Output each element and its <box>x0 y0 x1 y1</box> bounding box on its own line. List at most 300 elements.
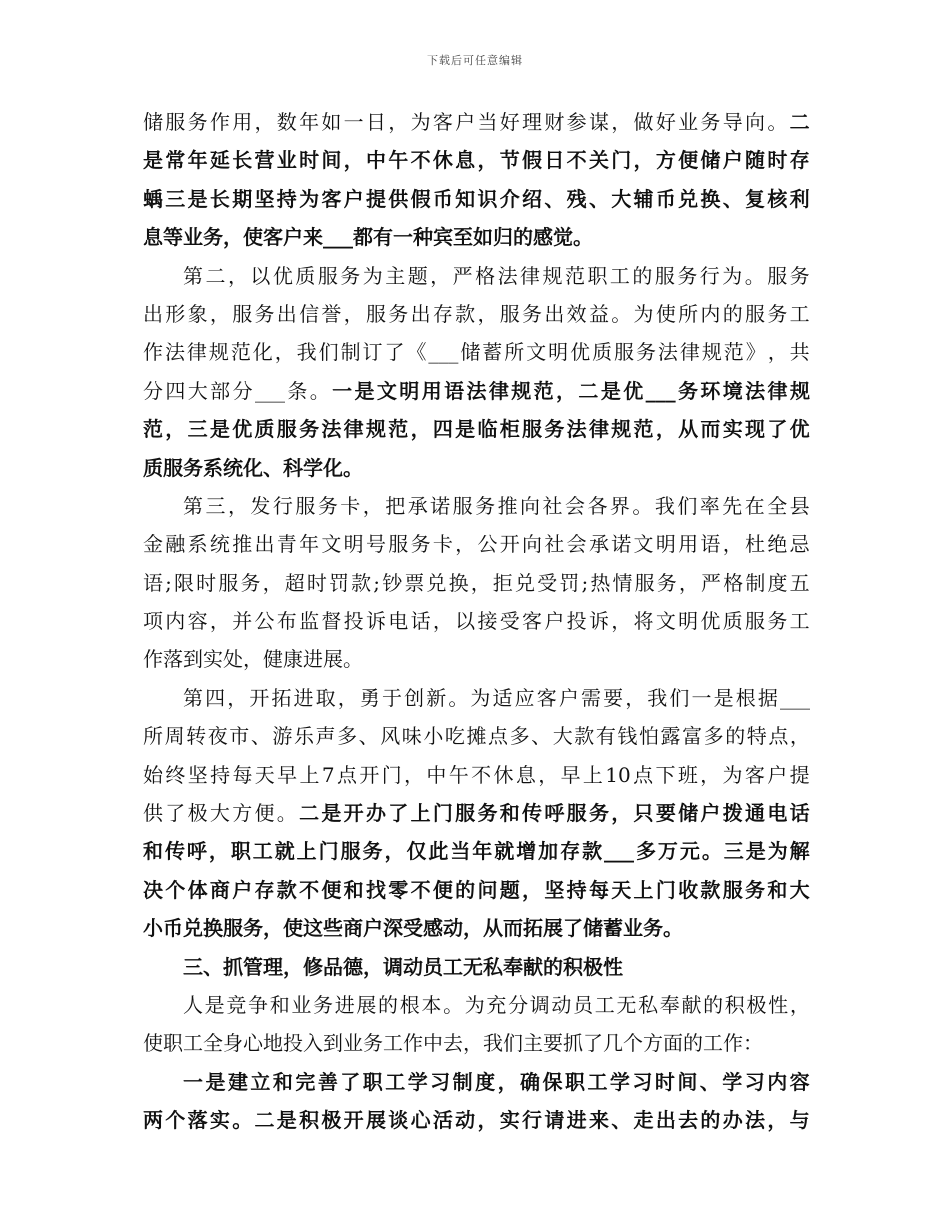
text-char: 坚 <box>187 762 208 787</box>
text-char: 我 <box>296 340 317 365</box>
text-char: 换 <box>448 570 469 595</box>
text-char: 临 <box>477 417 498 442</box>
text-char: 学 <box>407 1069 428 1094</box>
text-char: 制 <box>745 570 766 595</box>
text-char: 容 <box>789 1069 810 1094</box>
text-char: 出 <box>655 1108 676 1133</box>
text-char: 卡 <box>340 493 361 518</box>
text-char: 残 <box>566 186 587 211</box>
text-char: 五 <box>789 570 810 595</box>
text-char: 常 <box>165 148 186 173</box>
text-char: 无 <box>616 992 637 1017</box>
text-char: 和 <box>343 877 364 902</box>
text-char: 用 <box>421 378 442 403</box>
text-char: 们 <box>318 340 339 365</box>
text-char: 天 <box>611 877 632 902</box>
text-char: 《 <box>406 340 427 365</box>
text-char: 题 <box>499 877 520 902</box>
text-char: 去 <box>678 1108 699 1133</box>
text-char: 务 <box>477 801 498 826</box>
text-char: 大 <box>789 877 810 902</box>
text-char: 展 <box>365 1108 386 1133</box>
text-char: 实 <box>499 1108 520 1133</box>
text-char: 明 <box>343 532 364 557</box>
text-char: 点 <box>336 762 357 787</box>
text-line <box>143 989 810 1027</box>
text-line <box>143 835 810 873</box>
text-line <box>143 874 810 912</box>
text-char: 门 <box>432 801 453 826</box>
text-char: 储 <box>678 801 699 826</box>
text-char: 律 <box>588 417 609 442</box>
text-char: 服 <box>365 301 386 326</box>
text-char: 效 <box>566 301 587 326</box>
text-char: 开 <box>359 762 380 787</box>
text-line <box>143 797 810 835</box>
text-char: 话 <box>789 801 810 826</box>
text-char: 出 <box>254 532 275 557</box>
text-char: 中 <box>365 148 386 173</box>
text-char: ， <box>430 263 451 288</box>
text-char: 勇 <box>359 685 380 710</box>
text-segment: 使职工全身心地投入到业务工作中去，我们主要抓了几个方面的工作： <box>143 1031 763 1056</box>
text-char: 职 <box>587 263 608 288</box>
text-char: 兑 <box>515 570 536 595</box>
text-char: 午 <box>448 762 469 787</box>
text-char: ， <box>410 417 431 442</box>
text-char: 为 <box>470 685 491 710</box>
text-char: 务 <box>767 609 788 634</box>
text-char: 是 <box>354 378 375 403</box>
text-char: 理 <box>522 110 543 134</box>
text-char: 职 <box>362 1069 383 1094</box>
text-char: 工 <box>252 839 273 864</box>
text-char: 持 <box>566 877 587 902</box>
text-char: ， <box>384 839 405 864</box>
text-char: 务 <box>410 532 431 557</box>
text-line <box>143 567 810 605</box>
text-char: ， <box>625 685 646 710</box>
text-char: 范 <box>723 340 744 365</box>
text-char: ， <box>767 1108 788 1133</box>
text-char: 营 <box>254 148 275 173</box>
text-char: 工 <box>385 1069 406 1094</box>
text-char: 息 <box>515 762 536 787</box>
text-char: 便 <box>432 877 453 902</box>
text-char: ， <box>633 148 654 173</box>
text-char: 持 <box>210 762 231 787</box>
text-char: 假 <box>522 148 543 173</box>
text-char: 务 <box>240 570 261 595</box>
text-char: 通 <box>745 801 766 826</box>
text-char: 解 <box>789 839 810 864</box>
text-char: 就 <box>494 839 515 864</box>
text-char: 便 <box>321 877 342 902</box>
text-char: 是 <box>143 148 163 173</box>
text-char: ， <box>477 1108 498 1133</box>
text-char: ， <box>789 724 810 749</box>
text-char: 社 <box>542 493 563 518</box>
text-char: 诺 <box>430 493 451 518</box>
text-char: 办 <box>365 801 386 826</box>
text-char: 味 <box>401 724 422 749</box>
text-char: 律 <box>343 417 364 442</box>
text-char: 以 <box>455 609 476 634</box>
text-char: 终 <box>165 762 186 787</box>
text-char: 务 <box>656 570 677 595</box>
text-char: 务 <box>187 110 208 134</box>
text-char: 要 <box>655 801 676 826</box>
text-char: 走 <box>633 1108 654 1133</box>
text-char: 开 <box>499 532 520 557</box>
text-char: 推 <box>497 493 518 518</box>
text-char: 是 <box>600 378 621 403</box>
text-char: ___ <box>645 378 676 403</box>
text-char: 服 <box>654 263 675 288</box>
text-char: 规 <box>365 417 386 442</box>
text-char: 大 <box>209 801 230 826</box>
text-char: 并 <box>232 609 253 634</box>
text-char: 为 <box>464 992 485 1017</box>
text-char: 的 <box>378 992 399 1017</box>
text-char: 督 <box>321 609 342 634</box>
text-char: 作 <box>209 110 230 134</box>
text-char: 工 <box>789 301 810 326</box>
text-char: 服 <box>340 839 361 864</box>
text-line <box>143 643 810 681</box>
text-char: 忌 <box>789 532 810 557</box>
text-char: 二 <box>789 110 810 134</box>
text-char: 进 <box>566 1108 587 1133</box>
text-char: 质 <box>592 340 613 365</box>
text-char: 出 <box>410 301 431 326</box>
text-char: 内 <box>700 301 721 326</box>
text-char: ___ <box>604 839 635 864</box>
text-char: 找 <box>365 877 386 902</box>
text-char: 、 <box>588 186 609 211</box>
text-char: ， <box>343 148 364 173</box>
text-char: 人 <box>183 992 203 1017</box>
text-line <box>143 260 810 298</box>
text-line <box>143 375 810 413</box>
text-char: 存 <box>254 877 275 902</box>
text-char: 拓 <box>271 685 292 710</box>
text-char: 质 <box>295 263 316 288</box>
text-char: 务 <box>388 301 409 326</box>
text-char: 的 <box>703 992 724 1017</box>
text-char: 加 <box>538 839 559 864</box>
text-char: 金 <box>143 532 163 557</box>
text-char: 当 <box>450 839 471 864</box>
text-char: 款 <box>582 839 603 864</box>
text-char: 关 <box>588 148 609 173</box>
text-char: 复 <box>745 186 766 211</box>
text-char: 文 <box>526 340 547 365</box>
text-char: 实 <box>722 417 743 442</box>
text-char: 投 <box>343 609 364 634</box>
text-char: 多 <box>703 724 724 749</box>
text-char: ， <box>227 685 248 710</box>
text-char: 个 <box>165 1108 186 1133</box>
text-char: 长 <box>209 186 230 211</box>
text-char: 用 <box>678 532 699 557</box>
text-char: 向 <box>522 532 543 557</box>
text-segment: 小币兑换服务，使这些商户深受感动，从而拓展了储蓄业务。 <box>143 916 683 941</box>
text-line <box>143 183 810 221</box>
text-char: 三 <box>187 417 208 442</box>
text-char: 内 <box>767 1069 788 1094</box>
text-char: 规 <box>611 417 632 442</box>
text-char: 方 <box>232 801 253 826</box>
text-char: ___ <box>254 378 285 403</box>
text-char: 点 <box>633 762 654 787</box>
text-char: 、 <box>544 186 565 211</box>
text-char: 建 <box>227 1069 248 1094</box>
text-char: 布 <box>276 609 297 634</box>
text-char: 心 <box>410 1108 431 1133</box>
text-char: 诉 <box>588 609 609 634</box>
text-char: 服 <box>614 340 635 365</box>
text-segment: 质服务系统化、科学化。 <box>143 455 363 480</box>
text-char: 时 <box>299 148 320 173</box>
text-char: 一 <box>332 378 353 403</box>
text-char: 传 <box>164 839 185 864</box>
text-char: 分 <box>143 378 163 403</box>
text-char: ， <box>522 877 543 902</box>
text-char: 完 <box>295 1069 316 1094</box>
text-char: 务 <box>340 263 361 288</box>
text-char: 休 <box>432 148 453 173</box>
text-char: 款 <box>700 877 721 902</box>
text-char: 明 <box>548 340 569 365</box>
text-char: 日 <box>365 110 386 134</box>
text-char: ， <box>767 340 788 365</box>
text-char: 兑 <box>426 570 447 595</box>
text-char: 与 <box>789 1108 810 1133</box>
text-char: 柜 <box>499 417 520 442</box>
text-char: 律 <box>520 263 541 288</box>
text-char: 了 <box>384 340 405 365</box>
text-char: 、 <box>250 724 271 749</box>
text-char: 吃 <box>444 724 465 749</box>
text-char: 第 <box>183 685 203 710</box>
text-char: ， <box>678 570 699 595</box>
text-char: 供 <box>143 801 163 826</box>
text-char: 话 <box>410 609 431 634</box>
text-char: 罚 <box>329 570 350 595</box>
text-char: 们 <box>677 493 698 518</box>
text-char: 范 <box>564 263 585 288</box>
text-char: 款 <box>351 570 372 595</box>
text-char: 户 <box>343 186 364 211</box>
text-char: 款 <box>276 877 297 902</box>
text-segment: 三、抓管理，修品德，调动员工无私奉献的积极性 <box>183 954 623 979</box>
text-char: 好 <box>655 110 676 134</box>
text-char: 辅 <box>633 186 654 211</box>
text-char: 收 <box>678 877 699 902</box>
text-char: 一 <box>691 685 712 710</box>
text-char: 开 <box>343 1108 364 1133</box>
text-char: 坚 <box>254 186 275 211</box>
text-char: 严 <box>701 570 722 595</box>
text-char: ， <box>455 532 476 557</box>
text-char: 露 <box>660 724 681 749</box>
text-char: 形 <box>165 301 186 326</box>
text-line <box>143 298 810 336</box>
text-char: 、 <box>358 724 379 749</box>
text-char: 长 <box>232 148 253 173</box>
text-char: 优 <box>700 609 721 634</box>
text-char: ___ <box>428 340 459 365</box>
text-char: 奉 <box>659 992 680 1017</box>
text-char: 优 <box>232 417 253 442</box>
text-char: 会 <box>564 493 585 518</box>
text-char: 服 <box>767 263 788 288</box>
text-char: 新 <box>426 685 447 710</box>
text-char: 率 <box>699 493 720 518</box>
text-char: ， <box>477 301 498 326</box>
text-char: 工 <box>594 992 615 1017</box>
text-char: 怕 <box>638 724 659 749</box>
text-char: 年 <box>299 110 320 134</box>
text-char: 第 <box>183 493 203 518</box>
text-line <box>143 951 810 989</box>
text-char: 度 <box>767 570 788 595</box>
text-char: 来 <box>588 1108 609 1133</box>
text-char: 有 <box>595 724 616 749</box>
text-char: 法 <box>657 340 678 365</box>
text-char: 而 <box>700 417 721 442</box>
text-char: 以 <box>250 263 271 288</box>
text-char: 极 <box>746 992 767 1017</box>
text-line <box>143 528 810 566</box>
text-char: ， <box>254 110 275 134</box>
text-char: 币 <box>432 186 453 211</box>
text-char: 服 <box>722 877 743 902</box>
text-char: 文 <box>633 532 654 557</box>
text-char: ， <box>470 570 491 595</box>
text-char: 钞 <box>382 570 403 595</box>
text-char: 情 <box>612 570 633 595</box>
text-char: 周 <box>164 724 185 749</box>
text-char: 传 <box>522 801 543 826</box>
text-char: 善 <box>317 1069 338 1094</box>
text-char: 落 <box>187 1108 208 1133</box>
text-char: 是 <box>276 1108 297 1133</box>
text-char: 受 <box>537 570 558 595</box>
text-char: 服 <box>276 417 297 442</box>
text-char: 客 <box>522 609 543 634</box>
text-char: 和 <box>143 839 163 864</box>
text-char: 接 <box>477 609 498 634</box>
text-char: 优 <box>570 340 591 365</box>
text-char: 体 <box>187 877 208 902</box>
text-char: 动 <box>455 1108 476 1133</box>
text-char: 从 <box>678 417 699 442</box>
text-line <box>143 221 810 259</box>
text-char: ， <box>611 609 632 634</box>
text-char: 制 <box>340 340 361 365</box>
text-char: 决 <box>143 877 163 902</box>
text-char: 了 <box>388 801 409 826</box>
text-char: 兑 <box>678 186 699 211</box>
text-char: 钱 <box>617 724 638 749</box>
text-char: 律 <box>767 378 788 403</box>
text-char: 做 <box>633 110 654 134</box>
text-char: 一 <box>343 110 364 134</box>
text-char: 票 <box>404 570 425 595</box>
text-char: 上 <box>296 839 317 864</box>
text-char: 公 <box>477 532 498 557</box>
text-char: 系 <box>187 532 208 557</box>
text-char: 。 <box>632 493 653 518</box>
text-char: 蓄 <box>482 340 503 365</box>
text-char: 客 <box>744 762 765 787</box>
text-char: 文 <box>655 609 676 634</box>
text-char: 法 <box>745 1108 766 1133</box>
text-char: 务 <box>767 301 788 326</box>
text-char: 服 <box>165 110 186 134</box>
text-char: 多 <box>635 839 656 864</box>
text-char: 本 <box>421 992 442 1017</box>
text-char: 声 <box>315 724 336 749</box>
text-char: 为 <box>299 186 320 211</box>
text-char: 多 <box>337 724 358 749</box>
text-char: 律 <box>488 378 509 403</box>
text-char: 为 <box>410 110 431 134</box>
text-line <box>143 490 810 528</box>
text-char: 行 <box>699 263 720 288</box>
text-char: 早 <box>277 762 298 787</box>
text-char: 三 <box>165 186 186 211</box>
text-char: 三 <box>205 493 226 518</box>
text-char: 限 <box>174 570 195 595</box>
text-char: 不 <box>410 148 431 173</box>
text-char: 款 <box>455 301 476 326</box>
text-char: 象 <box>187 301 208 326</box>
text-char: 学 <box>609 1069 630 1094</box>
text-char: 。 <box>611 301 632 326</box>
text-char: 质 <box>722 609 743 634</box>
text-char: 承 <box>407 493 428 518</box>
text-char: 明 <box>655 532 676 557</box>
text-char: 化 <box>252 340 273 365</box>
text-char: 明 <box>678 609 699 634</box>
text-char: 中 <box>426 762 447 787</box>
text-char: ， <box>209 609 230 634</box>
text-char: 范 <box>230 340 251 365</box>
text-char: ， <box>611 801 632 826</box>
text-char: 用 <box>232 110 253 134</box>
text-char: 》 <box>745 340 766 365</box>
text-char: 使 <box>655 301 676 326</box>
text-char: 务 <box>677 378 698 403</box>
text-char: 诺 <box>611 532 632 557</box>
text-char: 号 <box>365 532 386 557</box>
text-char: 分 <box>232 378 253 403</box>
text-char: 上 <box>582 762 603 787</box>
text-char: 订 <box>362 340 383 365</box>
text-char: 出 <box>544 301 565 326</box>
text-char: 向 <box>745 110 766 134</box>
text-char: 下 <box>655 762 676 787</box>
text-char: 要 <box>603 685 624 710</box>
text-char: 核 <box>767 186 788 211</box>
text-char: 超 <box>284 570 305 595</box>
text-char: 多 <box>509 724 530 749</box>
text-char: 务 <box>544 417 565 442</box>
text-char: 语 <box>700 532 721 557</box>
